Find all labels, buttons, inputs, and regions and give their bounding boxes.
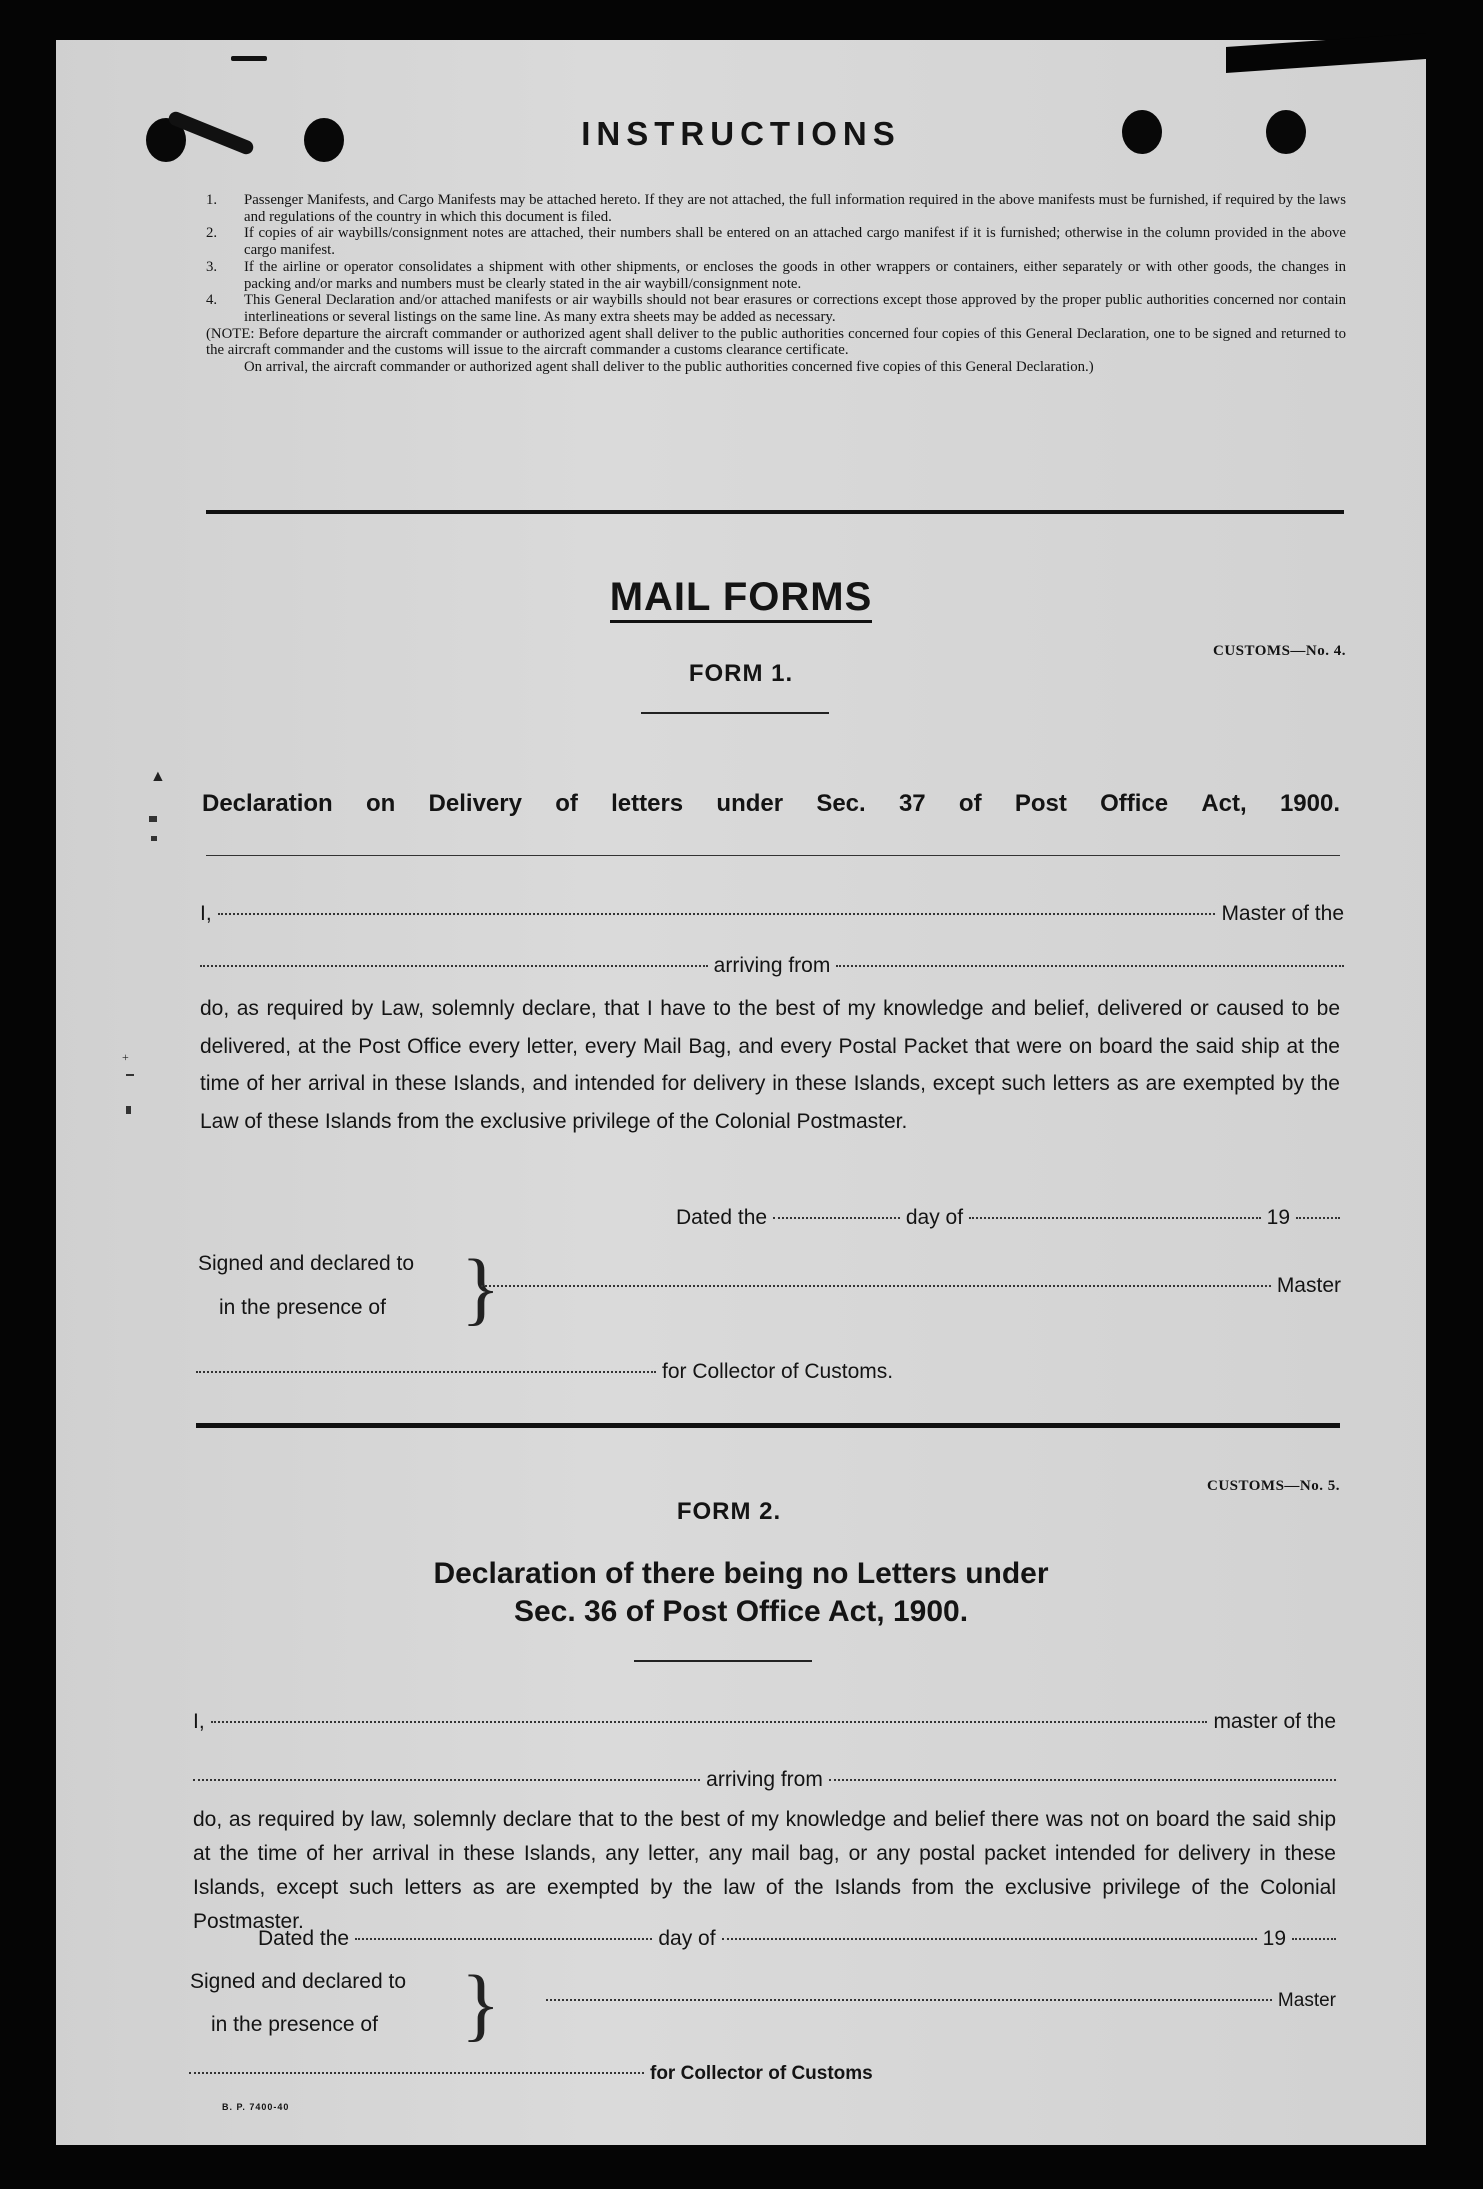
form2-signed-label: Signed and declared to (190, 1970, 406, 1993)
form2-signed-2 (211, 2013, 378, 2037)
form1-year-prefix: 19 (1266, 1206, 1290, 1229)
form2-date-field[interactable] (355, 1938, 652, 1940)
form2-arriving-from-field[interactable] (829, 1779, 1336, 1781)
form1-arriving-line (200, 954, 1344, 978)
instruction-item (206, 259, 1346, 292)
declaration-word: letters (611, 790, 684, 817)
form2-i-label: I, (193, 1710, 205, 1733)
declaration-word: on (365, 790, 396, 817)
instruction-number: 3. (206, 258, 218, 275)
form2-year-field[interactable] (1292, 1938, 1336, 1940)
margin-mark (151, 836, 157, 841)
printer-code: B. P. 7400-40 (222, 2102, 290, 2112)
form1-title-underline (206, 855, 1340, 856)
margin-mark (126, 1106, 131, 1114)
form2-brace: } (461, 1958, 501, 2049)
form1-month-field[interactable] (969, 1217, 1261, 1219)
form1-signed-2 (219, 1296, 386, 1320)
form1-i-label: I, (200, 902, 212, 925)
form2-master-sign-line (546, 1990, 1336, 2012)
form2-dated-the: Dated the (258, 1927, 350, 1950)
form2-master-signature-field[interactable] (546, 1999, 1272, 2001)
form2-month-field[interactable] (722, 1938, 1257, 1940)
form2-customs-ref: CUSTOMS—No. 5. (1207, 1478, 1340, 1494)
margin-mark: + (122, 1050, 129, 1064)
document-page (56, 40, 1426, 2145)
form2-title (56, 1555, 1426, 1631)
form2-master-name-field[interactable] (211, 1721, 1208, 1723)
declaration-word: under (716, 790, 784, 817)
declaration-word: Act, (1201, 790, 1247, 817)
form2-title-underline (634, 1660, 812, 1662)
form1-date-field[interactable] (773, 1217, 900, 1219)
form1-arriving-from: arriving from (713, 954, 831, 977)
form2-title-line-2: Sec. 36 of Post Office Act, 1900. (513, 1595, 969, 1628)
ship-name-field[interactable] (200, 965, 708, 967)
declaration-word: Office (1100, 790, 1169, 817)
instruction-number: 4. (206, 292, 218, 309)
declaration-word: 37 (898, 790, 926, 817)
form1-signed-label: Signed and declared to (198, 1252, 414, 1275)
form1-master-sign-line (481, 1274, 1341, 1298)
master-name-field[interactable] (218, 913, 1216, 915)
form1-collector-field[interactable] (196, 1371, 656, 1373)
mail-forms-title-text: MAIL FORMS (610, 575, 873, 623)
form1-presence-label: in the presence of (219, 1296, 386, 1319)
ink-smudge-corner (1226, 33, 1426, 73)
margin-mark (126, 1074, 134, 1076)
form2-collector-field[interactable] (189, 2072, 644, 2074)
form1-master-line (200, 902, 1344, 926)
declaration-word: Delivery (428, 790, 522, 817)
form1-dated-line (676, 1206, 1340, 1230)
form1-label-underline (641, 712, 829, 714)
margin-mark: ▲ (150, 768, 166, 785)
form1-customs-ref: CUSTOMS—No. 4. (1213, 643, 1346, 659)
form2-declaration-body: do, as required by law, solemnly declare that to the best of my knowledge and belief there was not on board the said ship at the time of her arrival in these Islands, any letter, any mail bag, or any postal packet intended for delivery in these Islands, except such letters as are exempted by the law of the Islands from the exclusive privilege of the Colonial Postmaster. (193, 1808, 1336, 1933)
form1-master-label: Master (1276, 1274, 1341, 1297)
declaration-word: Sec. (816, 790, 866, 817)
form1-label: FORM 1. (688, 660, 794, 687)
form1-declaration-title (202, 790, 1340, 818)
instruction-item (206, 225, 1346, 258)
instruction-text: This General Declaration and/or attached manifests or air waybills should not bear erasures or corrections except those approved by the proper public authorities concerned nor contain interlineations or several listings on the same line. As many extra sheets may be added as necessary. (244, 292, 1346, 325)
form2-for-collector: for Collector of Customs (650, 2063, 873, 2084)
instruction-item (206, 192, 1346, 225)
section-divider (206, 510, 1344, 514)
instruction-number: 1. (206, 192, 218, 208)
form1-master-of-the: Master of the (1221, 902, 1344, 925)
form2-arriving-from: arriving from (706, 1768, 823, 1791)
form1-for-collector: for Collector of Customs. (662, 1360, 894, 1383)
declaration-word: Post (1014, 790, 1067, 817)
form-divider (196, 1423, 1340, 1428)
declaration-word: 1900. (1279, 790, 1340, 817)
form2-collector-line (189, 2063, 989, 2085)
form2-label: FORM 2. (676, 1498, 782, 1525)
instructions-list (206, 192, 1346, 376)
form1-declaration-body: do, as required by Law, solemnly declare, that I have to the best of my knowledge and belief, delivered or caused to be delivered, at the Post Office every letter, every Mail Bag, and every Postal Packet that were on board the said ship at the time of her arrival in these Islands, and intended for delivery in these Islands, except such letters as are exempted by the Law of these Islands from the exclusive privilege of the Colonial Postmaster. (200, 997, 1340, 1133)
instruction-note: (NOTE: Before departure the aircraft commander or authorized agent shall deliver to the public authorities concerned four copies of this General Declaration, one to be signed and returned to the aircraft commander and the customs will issue to the aircraft commander a customs clearance certificate. (206, 325, 1346, 359)
arriving-from-field[interactable] (836, 965, 1344, 967)
form2-master-of-the: master of the (1213, 1710, 1336, 1733)
form1-collector-line (196, 1360, 996, 1384)
form2-master-label: Master (1277, 1990, 1336, 2011)
form2-title-line-1: Declaration of there being no Letters under (433, 1557, 1049, 1590)
form2-presence-label: in the presence of (211, 2013, 378, 2036)
form2-ship-name-field[interactable] (193, 1779, 700, 1781)
form2-day-of: day of (658, 1927, 716, 1950)
instruction-text: If the airline or operator consolidates a shipment with other shipments, or encloses the goods in other wrappers or containers, either separately or with other goods, the changes in packing and/or marks and numbers must be clearly stated in the air waybill/consignment note. (244, 258, 1346, 292)
instruction-text: Passenger Manifests, and Cargo Manifests may be attached hereto. If they are not attached, the full information required in the above manifests must be furnished, if required by the laws and regulations of the country in which this document is filed. (244, 192, 1346, 225)
mail-forms-title (56, 575, 1426, 620)
form1-day-of: day of (905, 1206, 964, 1229)
form2-signed-1 (190, 1970, 406, 1994)
instruction-note-arrival: On arrival, the aircraft commander or authorized agent shall deliver to the public authorities concerned five copies of this General Declaration.) (244, 359, 1094, 376)
instructions-heading: INSTRUCTIONS (581, 115, 901, 152)
margin-mark (149, 816, 157, 822)
declaration-word: of (555, 790, 578, 817)
form2-arriving-line (193, 1768, 1336, 1792)
instruction-item (206, 292, 1346, 325)
form1-dated-the: Dated the (676, 1206, 768, 1229)
form1-year-field[interactable] (1296, 1217, 1340, 1219)
form1-signed-1 (198, 1252, 414, 1276)
declaration-word: of (958, 790, 982, 817)
form1-master-signature-field[interactable] (481, 1285, 1271, 1287)
declaration-word: Declaration (202, 790, 333, 817)
form2-master-line (193, 1710, 1336, 1734)
form1-brace: } (461, 1242, 501, 1333)
instruction-text: If copies of air waybills/consignment notes are attached, their numbers shall be entered on an attached cargo manifest if it is furnished; otherwise in the column provided in the above cargo manifest. (244, 225, 1346, 259)
form2-year-prefix: 19 (1262, 1927, 1286, 1950)
ink-smudge-top (231, 56, 267, 61)
form2-dated-line (258, 1927, 1336, 1951)
instruction-number: 2. (206, 225, 218, 242)
